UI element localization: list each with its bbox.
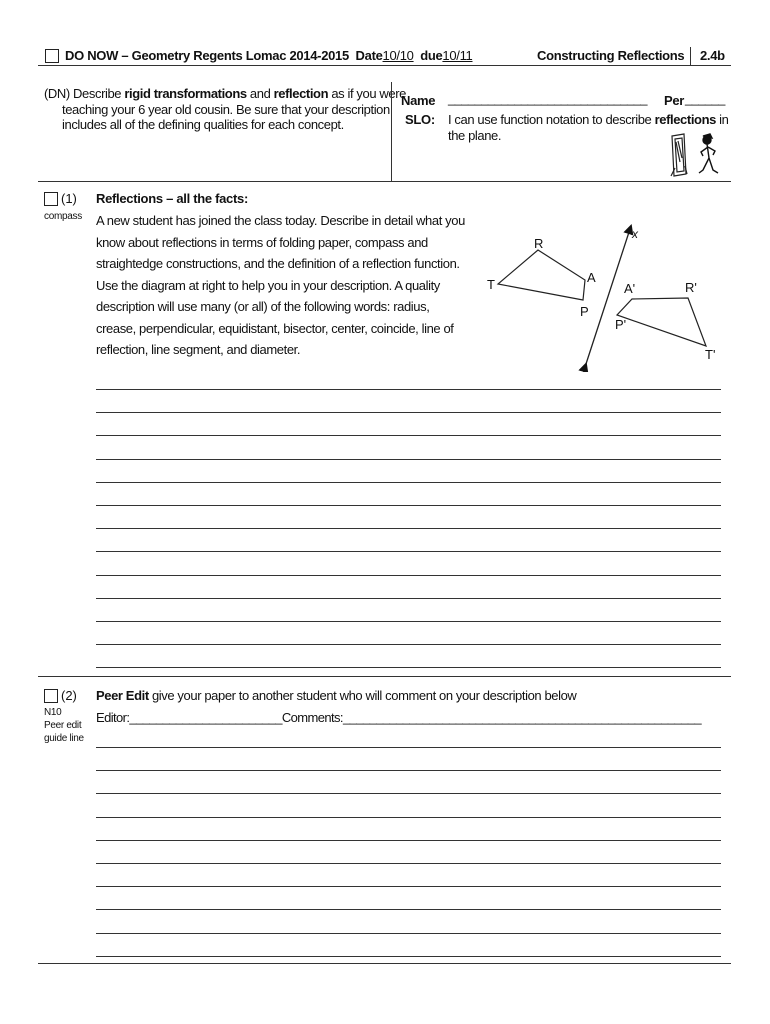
- writing-line[interactable]: [96, 389, 721, 390]
- period-field[interactable]: ______: [685, 91, 725, 106]
- writing-line[interactable]: [96, 412, 721, 413]
- editor-label: Editor:: [96, 710, 130, 725]
- reflection-diagram: [480, 222, 730, 372]
- vertex-t-prime: T': [705, 347, 716, 362]
- writing-line[interactable]: [96, 575, 721, 576]
- task-1-heading: Reflections – all the facts:: [96, 191, 248, 206]
- writing-line[interactable]: [96, 667, 721, 668]
- writing-line[interactable]: [96, 863, 721, 864]
- task-1-instructions: A new student has joined the class today. Describe in detail what you know about reflections in terms of folding paper, compass and straightedge constructions, and the definition of a reflection function. Use the diagram at right to help you in your description. A quality description will use many (or all) of the following words: radius, crease, perpendicular, equidistant, bisector, center, coincide, line of reflection, line segment, and diameter.: [96, 213, 465, 357]
- writing-line[interactable]: [96, 933, 721, 934]
- writing-line[interactable]: [96, 482, 721, 483]
- task-2-side-note: Peer edit guide line: [44, 720, 84, 744]
- editor-comments-row: [96, 710, 726, 725]
- task-2-instructions: Peer Edit give your paper to another student who will comment on your description below: [96, 688, 577, 703]
- topic-title: Constructing Reflections: [537, 48, 685, 63]
- image-polygon: [617, 298, 706, 346]
- date-value: 10/10: [382, 48, 414, 63]
- writing-line[interactable]: [96, 770, 721, 771]
- writing-line[interactable]: [96, 817, 721, 818]
- mirror-figure-icon: [663, 132, 725, 178]
- vertex-a-prime: A': [624, 281, 636, 296]
- task-1-side-note: compass: [44, 211, 82, 222]
- vertex-a: A: [587, 270, 596, 285]
- name-label: Name: [401, 93, 436, 108]
- slo-text: I can use function notation to describe reflections in the plane.: [448, 112, 729, 143]
- line-of-reflection: [585, 229, 630, 367]
- do-now-prompt: (DN) Describe rigid transformations and reflection as if you were teaching your 6 year old cousin. Be sure that your description includes all of the defining qualities for each concept.: [44, 86, 406, 132]
- writing-line[interactable]: [96, 747, 721, 748]
- writing-line[interactable]: [96, 528, 721, 529]
- writing-line[interactable]: [96, 909, 721, 910]
- vertex-p-prime: P': [615, 317, 627, 332]
- worksheet-title: DO NOW – Geometry Regents Lomac 2014-2015 Date10/10 due10/11: [65, 48, 473, 63]
- writing-line[interactable]: [96, 793, 721, 794]
- writing-line[interactable]: [96, 956, 721, 957]
- line-label-x: x: [632, 227, 638, 241]
- lesson-code: 2.4b: [700, 48, 725, 63]
- writing-line[interactable]: [96, 644, 721, 645]
- due-value: 10/11: [442, 48, 473, 63]
- writing-line[interactable]: [96, 598, 721, 599]
- vertex-p: P: [580, 304, 589, 319]
- editor-field[interactable]: _______________________: [129, 710, 282, 725]
- writing-line[interactable]: [96, 505, 721, 506]
- original-polygon: [498, 250, 585, 300]
- task-1-number: (1): [61, 191, 77, 206]
- task-2-number: (2): [61, 688, 77, 703]
- writing-line[interactable]: [96, 621, 721, 622]
- period-label: Per: [664, 93, 685, 108]
- vertex-r-prime: R': [685, 280, 697, 295]
- do-now-checkbox[interactable]: [45, 49, 59, 63]
- writing-line[interactable]: [96, 435, 721, 436]
- writing-line[interactable]: [96, 459, 721, 460]
- task-2-side-note-code: N10: [44, 707, 62, 718]
- task-1-checkbox[interactable]: [44, 192, 58, 206]
- writing-line[interactable]: [96, 840, 721, 841]
- task-2-checkbox[interactable]: [44, 689, 58, 703]
- vertex-r: R: [534, 236, 544, 251]
- slo-label: SLO:: [405, 112, 435, 127]
- writing-line[interactable]: [96, 551, 721, 552]
- writing-line[interactable]: [96, 886, 721, 887]
- comments-label: Comments:: [281, 710, 343, 725]
- name-field[interactable]: ______________________________: [448, 91, 647, 106]
- comments-field[interactable]: ______________________________________________________: [342, 710, 701, 725]
- vertex-t: T: [487, 277, 495, 292]
